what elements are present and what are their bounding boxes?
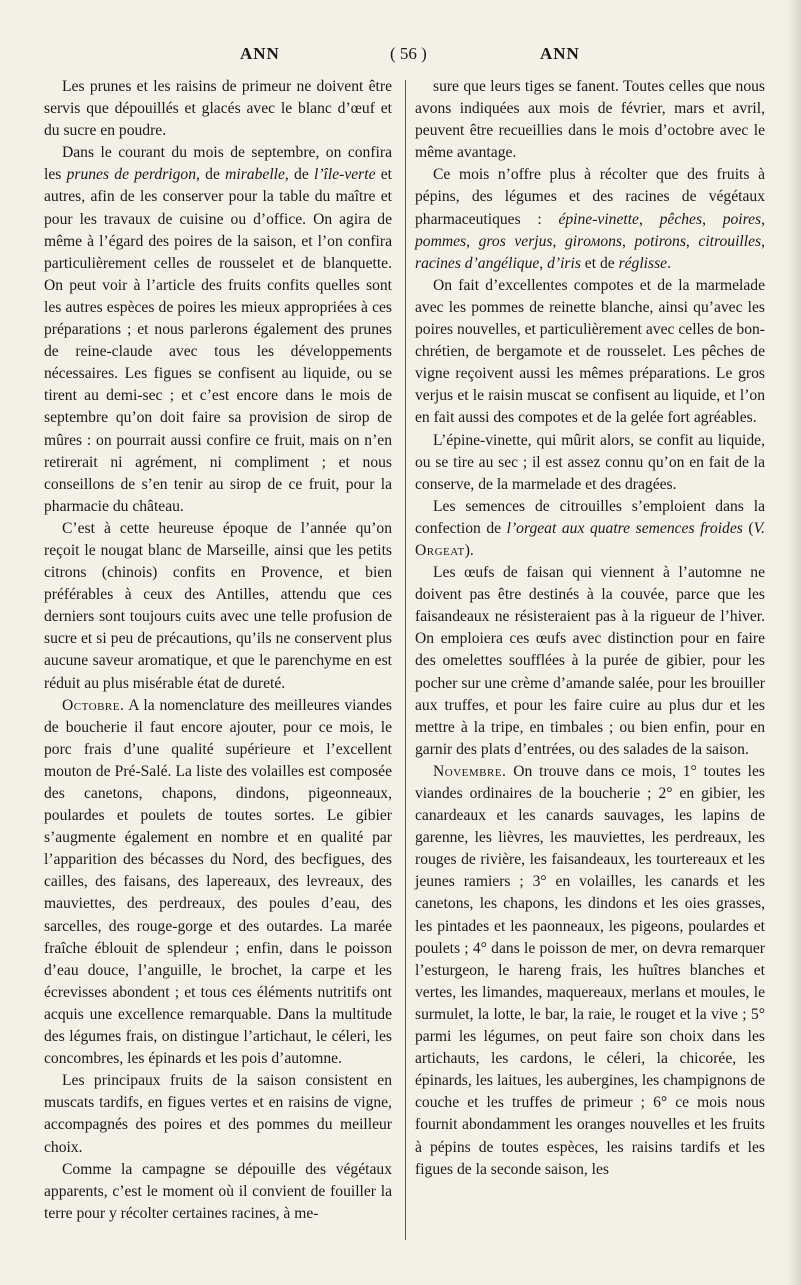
text-run: Octobre.	[62, 696, 125, 714]
text-run: épine-vinette	[558, 210, 639, 228]
text-run: On trouve dans ce mois, 1° toutes les viandes ordinaires de la boucherie ; 2° en gibier, les canardeaux et les canards sauvages, les lapins de garenne, les lièvres, les mauviettes, les perdreaux, les rouges de rivière, les faisandeaux, les tourtereaux et les jeunes ramiers ; 3° en volailles, les canards et les canetons, les chapons, les dindons et les oies grasses, les pintades et les paonneaux, les pigeons, poulardes et poulets ; 4° dans le poisson de mer, on devra remarquer l’esturgeon, le hareng frais, les huîtres blanches et vertes, les limandes, maquereaux, merlans et moules, le surmulet, la lotte, le bar, la raie, le rouget et la vive ; 5° parmi les légumes, on peut faire son choix dans les artichauts, les cardons, le céleri, la chicorée, les épinards, les laitues, les aubergines, les champignons de couche et les truffes de primeur ; 6° ce mois nous fournit abondamment les oranges nouvelles et les fruits à pépins de toutes espèces, les raisins tardifs et les figues de la seconde saison, les	[415, 762, 765, 1178]
text-run: et autres, afin de les conserver pour la table du maître et pour les travaux de cuisine ou d’office. On agira de même à l’égard des poires de la saison, et l’on confira particulièrement celles de rousselet et de blanquette. On peut voir à l’article des fruits confits quelles sont les autres espèces de poires les mieux appropriées à ces préparations ; et nous parlerons également des prunes de reine-claude avec tous les développements nécessaires. Les figues se confisent au liquide, ou se tirent au demi-sec ; et c’est encore dans le mois de septembre qu’on doit faire sa provision de sirop de mûres : on pourrait aussi confire ce fruit, mais on n’en retirerait ni agrément, ni compliment ; et nous conseillons de s’en tenir au sirop de ce fruit, pour la pharmacie du château.	[44, 166, 392, 515]
header-right: ANN	[540, 44, 580, 63]
text-run: potirons	[634, 232, 686, 250]
text-run: ,	[761, 210, 766, 228]
text-run: racines d’angélique	[415, 254, 540, 272]
paragraph	[44, 1159, 392, 1225]
text-run: mirabelle	[225, 166, 285, 184]
text-run: prunes de perdrigon	[66, 166, 197, 184]
running-header	[60, 44, 761, 70]
text-run: Ce mois n’offre plus à récolter que des fruits à pépins, des légumes et des racines de végétaux pharmaceutiques :	[415, 166, 765, 228]
text-run: C’est à cette heureuse époque de l’année qu’on reçoit le nougat blanc de Marseille, ainsi que les petits citrons (chinois) confits en Provence, et bien préférables à ceux des Antilles, attendu que ces derniers sont toujours cuits avec une telle profusion de sucre et si peu de précautions, qu’ils ne conservent plus aucune saveur aromatique, et que le parenchyme en est réduit au plus misérable état de dureté.	[44, 519, 392, 692]
text-run: ,	[638, 210, 660, 228]
text-run: et de	[580, 254, 619, 272]
text-run: Les prunes et les raisins de primeur ne doivent être servis que dépouillés et glacés avec le blanc d’œuf et du sucre en poudre.	[44, 78, 392, 140]
paragraph	[415, 430, 765, 496]
text-run: l’orgeat aux quatre semences froides	[506, 519, 743, 537]
text-run: L’épine-vinette, qui mûrit alors, se confit au liquide, ou se tire au sec ; il est assez connu qu’on en fait de la conserve, de la marmelade et des dragées.	[415, 431, 765, 493]
text-run: On fait d’excellentes compotes et de la marmelade avec les pommes de reinette blanche, ainsi qu’avec les poires nouvelles, et particulièrement avec celles de bon-chrétien, de bergamote et de rousselet. Les pêches de vigne reçoivent aussi les mêmes préparations. Le gros verjus et le raisin muscat se confisent au liquide, et l’on en fait aussi des compotes et de la gelée fort agréables.	[415, 276, 765, 427]
text-run: girомons	[564, 232, 622, 250]
text-run: pêches	[659, 210, 703, 228]
page-edge-shadow	[787, 0, 801, 1285]
text-run: réglisse	[618, 254, 668, 272]
text-run: d’iris	[547, 254, 581, 272]
text-run: pommes	[415, 232, 467, 250]
paragraph	[415, 76, 765, 164]
text-run: Les semences de citrouilles s’emploient dans la confection de	[415, 497, 765, 537]
paragraph	[44, 1070, 392, 1158]
text-run: ).	[464, 541, 474, 559]
text-run: .	[667, 254, 671, 272]
text-run: (	[742, 519, 754, 537]
paragraph	[415, 562, 765, 761]
paragraph	[415, 761, 765, 1181]
text-run: Les œufs de faisan qui viennent à l’automne ne doivent pas être destinés à la couvée, parce que les faisandeaux ne résisteraient pas à la rigueur de l’hiver. On emploiera ces œufs avec distinction pour en faire des omelettes soufflées à la purée de gibier, pour les pocher sur une crème d’amande salée, pour les brouiller aux truffes, et pour les faire cuire au plus dur et les mettre à la tripe, en timbales ; ou bien enfin, pour en garnir des plats d’entrées, ou des salades de la saison.	[415, 564, 765, 758]
header-left: ANN	[240, 44, 280, 63]
paragraph	[44, 142, 392, 518]
left-column	[44, 76, 392, 1225]
text-run: ,	[466, 232, 479, 250]
text-run: Comme la campagne se dépouille des végétaux apparents, c’est le moment où il convient de fouiller la terre pour y récolter certaines racines, à me-	[44, 1160, 392, 1222]
text-run: ,	[702, 210, 723, 228]
text-run: Dans le courant du mois de septembre, on confira les	[44, 144, 392, 184]
text-run: Orgeat	[415, 541, 465, 559]
text-run: A la nomenclature des meilleures viandes de boucherie il faut encore ajouter, pour ce mois, le porc frais d’une qualité supérieure et l’excellent mouton de Pré-Salé. La liste des volailles est composée des canetons, chapons, dindons, pigeonneaux, poulardes et poulets de toutes sortes. Le gibier s’augmente également en nombre et en qualité par l’apparition des bécasses du Nord, des becfigues, des cailles, des faisans, des lapereaux, des levreaux, des mauviettes, des perdreaux, des poules d’eau, des sarcelles, des rouge-gorge et des outardes. La marée fraîche éblouit de splendeur ; enfin, dans le poisson d’eau douce, l’anguille, le brochet, la carpe et les écrevisses abondent ; et tous ces éléments nutritifs ont acquis une excellence remarquable. Dans la multitude des légumes frais, on distingue l’artichaut, le céleri, les concombres, les épinards et les pois d’automne.	[44, 696, 392, 1068]
text-run: sure que leurs tiges se fanent. Toutes celles que nous avons indiquées aux mois de février, mars et avril, peuvent être recueillies dans le mois d’octobre avec le même avantage.	[415, 78, 765, 162]
paragraph	[44, 695, 392, 1071]
text-run: citrouilles	[698, 232, 762, 250]
paragraph	[415, 164, 765, 274]
text-run: Novembre.	[433, 762, 507, 780]
text-run: poires	[722, 210, 762, 228]
paragraph	[415, 496, 765, 562]
text-run: , de	[196, 166, 226, 184]
text-run: ,	[622, 232, 635, 250]
text-run: ,	[685, 232, 699, 250]
paragraph	[44, 76, 392, 142]
text-run: ,	[539, 254, 548, 272]
right-column	[415, 76, 765, 1181]
column-divider	[405, 80, 406, 1240]
text-run: , de	[284, 166, 315, 184]
text-run: ,	[552, 232, 565, 250]
paragraph	[415, 275, 765, 430]
text-run: ,	[761, 232, 765, 250]
text-run: Les principaux fruits de la saison consistent en muscats tardifs, en figues vertes et en raisins de vigne, accompagnés des poires et des pommes du meilleur choix.	[44, 1072, 392, 1156]
text-run: gros verjus	[478, 232, 553, 250]
text-run: l’île-verte	[314, 166, 376, 184]
page-number: ( 56 )	[390, 44, 427, 63]
text-run: V.	[753, 519, 766, 537]
paragraph	[44, 518, 392, 695]
